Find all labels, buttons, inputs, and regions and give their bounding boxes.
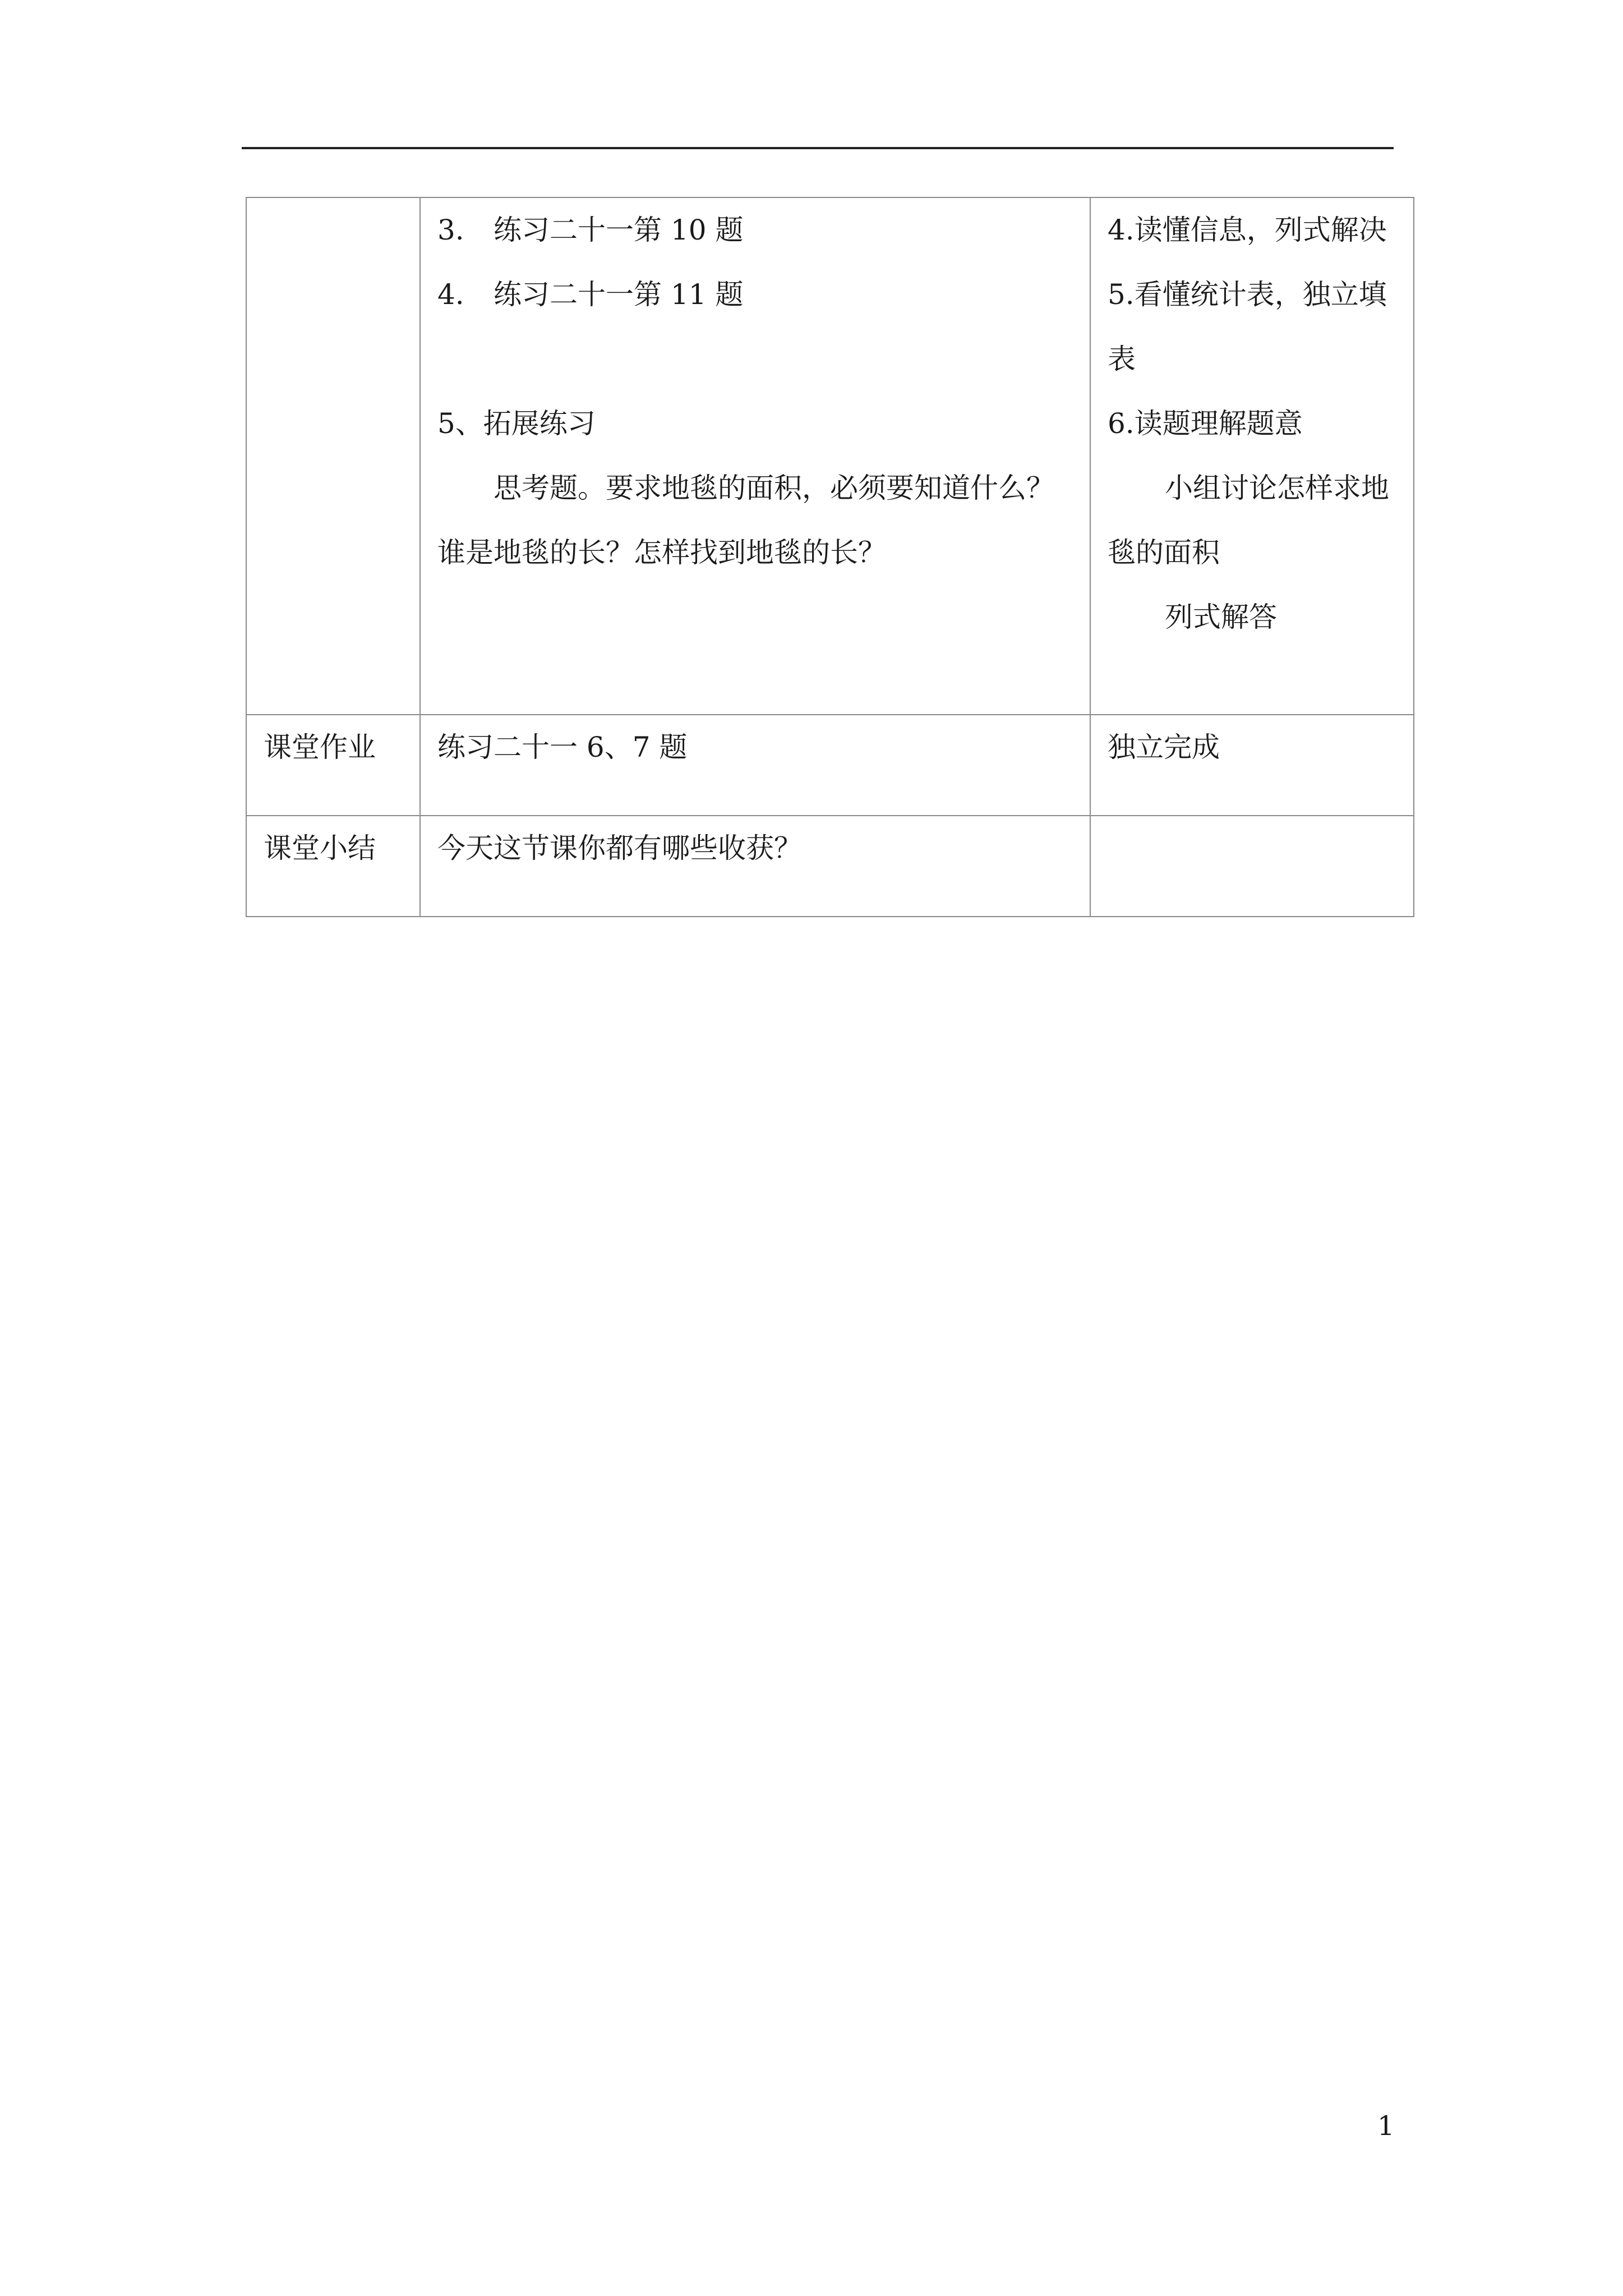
activity-line: 小组讨论怎样求地 — [1165, 472, 1389, 504]
student-activity-cell: 独立完成 — [1090, 715, 1414, 816]
student-activity-cell — [1090, 197, 1414, 715]
exercise-item-4 — [437, 263, 1076, 327]
table-row — [246, 816, 1414, 917]
teaching-content-cell: 练习二十一 6、7 题 — [420, 715, 1090, 816]
item-number: 4. — [437, 278, 464, 311]
activity-line: 5.看懂统计表，独立填 — [1108, 278, 1387, 311]
row-label-cell: 课堂作业 — [246, 715, 420, 816]
item-number: 3. — [437, 214, 464, 246]
extension-heading: 5、拓展练习 — [437, 407, 596, 440]
activity-line: 6.读题理解题意 — [1108, 407, 1303, 440]
row-label-cell — [246, 197, 420, 715]
row-label-cell: 课堂小结 — [246, 816, 420, 917]
header-rule — [242, 147, 1394, 149]
page-number: 1 — [1377, 2110, 1395, 2142]
activity-line: 表 — [1108, 343, 1136, 375]
lesson-plan-table — [246, 197, 1414, 917]
table-row — [246, 197, 1414, 715]
think-question-line: 谁是地毯的长？怎样找到地毯的长？ — [437, 536, 886, 569]
item-text: 练习二十一第 11 题 — [494, 278, 744, 311]
activity-line: 毯的面积 — [1108, 536, 1220, 569]
teaching-content-cell — [420, 197, 1090, 715]
student-activity-cell — [1090, 816, 1414, 917]
activity-line: 4.读懂信息，列式解决 — [1108, 214, 1387, 246]
exercise-item-3 — [437, 198, 1076, 263]
think-question-line: 思考题。要求地毯的面积，必须要知道什么？ — [494, 472, 1054, 504]
item-text: 练习二十一第 10 题 — [494, 214, 744, 246]
spacer — [437, 327, 1076, 392]
teaching-content-cell: 今天这节课你都有哪些收获？ — [420, 816, 1090, 917]
activity-line: 列式解答 — [1165, 601, 1277, 633]
table-row — [246, 715, 1414, 816]
